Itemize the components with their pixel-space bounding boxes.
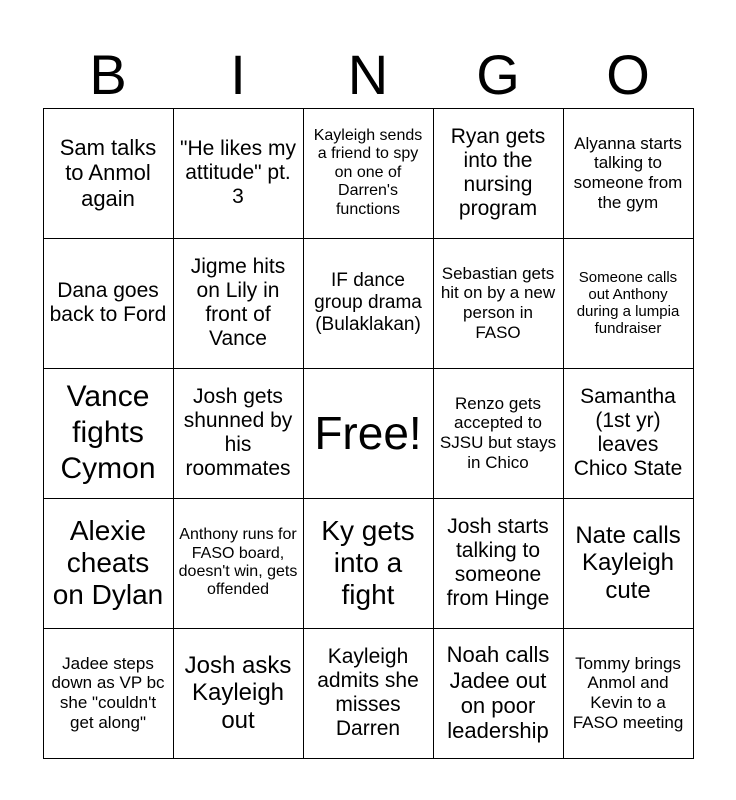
bingo-cell-r3c4[interactable] xyxy=(433,368,564,499)
bingo-cell-r5c1[interactable] xyxy=(43,628,174,759)
bingo-cell-r4c3[interactable] xyxy=(303,498,434,629)
cell-text: IF dance group drama (Bulaklakan) xyxy=(314,270,422,335)
bingo-cell-r1c2[interactable] xyxy=(173,108,304,239)
cell-text: Josh starts talking to someone from Hinge xyxy=(446,514,550,611)
bingo-cell-r5c3[interactable] xyxy=(303,628,434,759)
bingo-header xyxy=(43,42,693,108)
cell-text: "He likes my attitude" pt. 3 xyxy=(180,136,296,209)
cell-text: Vance fights Cymon xyxy=(60,380,156,485)
cell-text: Sebastian gets hit on by a new person in FASO xyxy=(440,263,556,342)
cell-text: Ryan gets into the nursing program xyxy=(450,124,546,221)
bingo-cell-r4c4[interactable] xyxy=(433,498,564,629)
cell-text: Noah calls Jadee out on poor leadership xyxy=(446,642,550,744)
cell-text: Alexie cheats on Dylan xyxy=(52,514,164,611)
header-letter-b: B xyxy=(89,43,127,106)
header-letter-n: N xyxy=(347,43,389,106)
cell-text: Kayleigh sends a friend to spy on one of Darren's functions xyxy=(313,127,423,218)
cell-text: Tommy brings Anmol and Kevin to a FASO meeting xyxy=(572,653,684,732)
bingo-cell-r3c2[interactable] xyxy=(173,368,304,499)
bingo-cell-r1c5[interactable] xyxy=(563,108,694,239)
bingo-cell-r4c5[interactable] xyxy=(563,498,694,629)
bingo-board xyxy=(43,108,693,758)
cell-text: Ky gets into a fight xyxy=(321,514,415,611)
cell-text: Someone calls out Anthony during a lumpia fundraiser xyxy=(576,268,680,338)
bingo-cell-r2c3[interactable] xyxy=(303,238,434,369)
bingo-cell-r5c5[interactable] xyxy=(563,628,694,759)
header-letter-g: G xyxy=(476,43,520,106)
bingo-cell-r2c5[interactable] xyxy=(563,238,694,369)
bingo-cell-r4c1[interactable] xyxy=(43,498,174,629)
bingo-cell-r2c4[interactable] xyxy=(433,238,564,369)
cell-text: Jadee steps down as VP bc she "couldn't get along" xyxy=(51,653,165,732)
bingo-cell-r3c5[interactable] xyxy=(563,368,694,499)
bingo-cell-r1c1[interactable] xyxy=(43,108,174,239)
cell-text: Anthony runs for FASO board, doesn't win, gets offended xyxy=(178,526,298,599)
bingo-cell-r5c2[interactable] xyxy=(173,628,304,759)
bingo-cell-r3c1[interactable] xyxy=(43,368,174,499)
header-letter-i: I xyxy=(230,43,246,106)
bingo-cell-r2c2[interactable] xyxy=(173,238,304,369)
cell-text: Josh gets shunned by his roommates xyxy=(183,384,293,481)
cell-text: Sam talks to Anmol again xyxy=(59,135,157,211)
cell-text: Kayleigh admits she misses Darren xyxy=(317,644,419,741)
cell-text: Jigme hits on Lily in front of Vance xyxy=(190,254,286,351)
header-letter-o: O xyxy=(606,43,650,106)
free-space-cell[interactable] xyxy=(303,368,434,499)
cell-text: Dana goes back to Ford xyxy=(49,278,167,326)
cell-text: Alyanna starts talking to someone from the gym xyxy=(573,133,683,212)
cell-text: Josh asks Kayleigh out xyxy=(184,651,292,734)
cell-text: Samantha (1st yr) leaves Chico State xyxy=(573,384,683,481)
bingo-cell-r1c4[interactable] xyxy=(433,108,564,239)
bingo-cell-r5c4[interactable] xyxy=(433,628,564,759)
free-space-label: Free! xyxy=(314,406,422,459)
bingo-cell-r1c3[interactable] xyxy=(303,108,434,239)
bingo-cell-r2c1[interactable] xyxy=(43,238,174,369)
bingo-cell-r4c2[interactable] xyxy=(173,498,304,629)
cell-text: Nate calls Kayleigh cute xyxy=(575,521,681,604)
cell-text: Renzo gets accepted to SJSU but stays in Chico xyxy=(439,393,557,472)
